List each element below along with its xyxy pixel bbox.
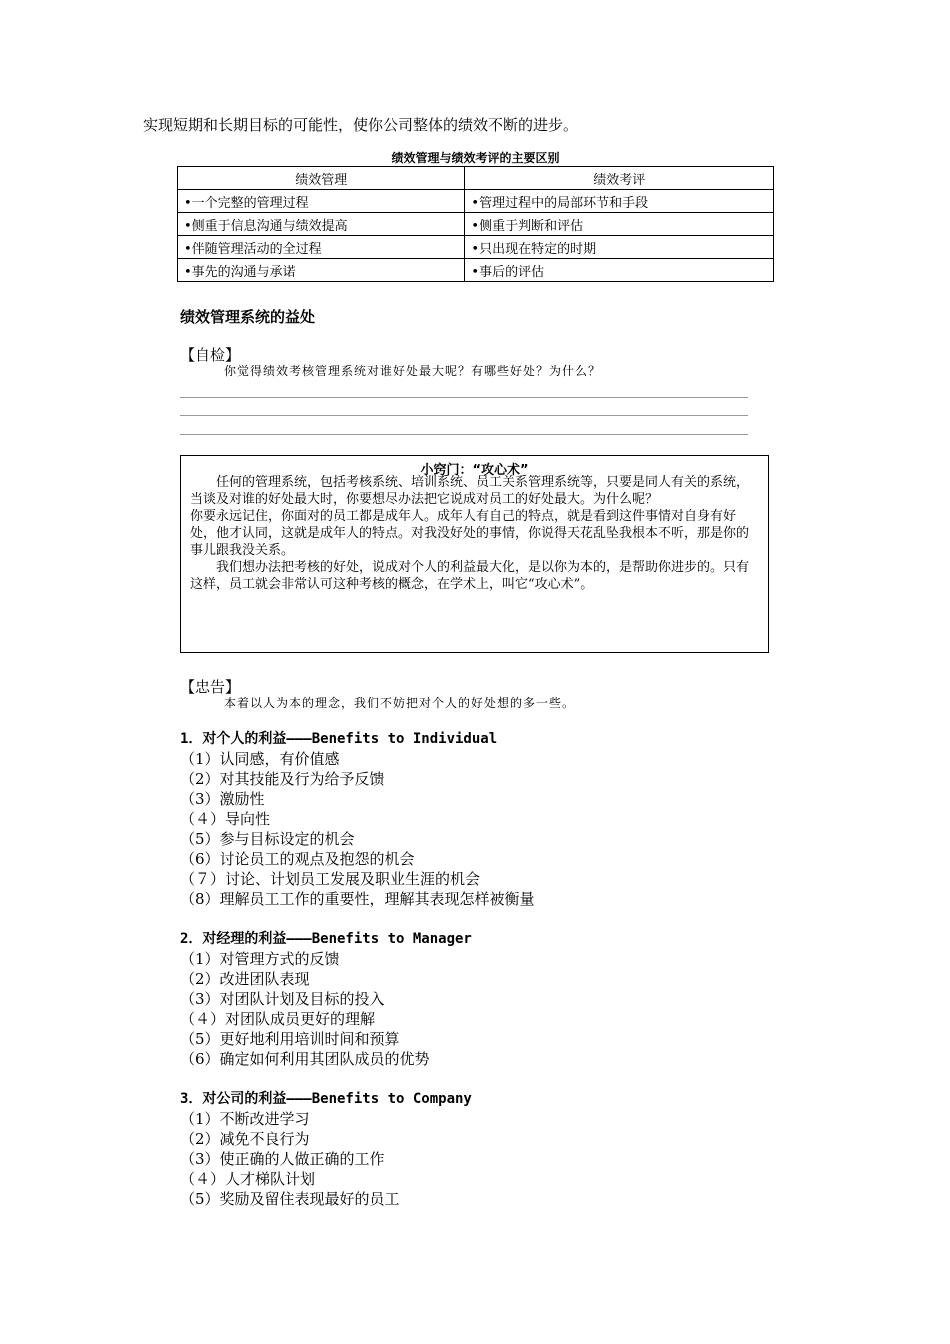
table-header-row — [178, 167, 774, 190]
list-item: （４）人才梯队计划 — [180, 1170, 316, 1188]
advice-text: 本着以人为本的理念，我们不妨把对个人的好处想的多一些。 — [224, 696, 576, 710]
tip-box — [180, 455, 769, 653]
table-row — [178, 236, 774, 259]
benefit-section-individual — [180, 729, 535, 909]
list-item: （1）对管理方式的反馈 — [180, 950, 340, 968]
list-item: （７）讨论、计划员工发展及职业生涯的机会 — [180, 870, 481, 888]
table-cell: •一个完整的管理过程 — [178, 190, 465, 213]
table-header-cell: 绩效管理 — [178, 167, 465, 190]
tip-paragraph: 你要永远记住，你面对的员工都是成年人。成年人有自己的特点，就是看到这件事情对自身有好处，他才认同，这就是成年人的特点。对我没好处的事情，你说得天花乱坠我根本不听，那是你的事儿跟我没关系。 — [190, 509, 750, 558]
table-row — [178, 190, 774, 213]
table-header-cell: 绩效考评 — [465, 167, 774, 190]
table-title: 绩效管理与绩效考评的主要区别 — [391, 151, 560, 165]
answer-line[interactable] — [180, 397, 748, 398]
list-item: （6）讨论员工的观点及抱怨的机会 — [180, 850, 415, 868]
table-cell: •伴随管理活动的全过程 — [178, 236, 465, 259]
list-item: （2）减免不良行为 — [180, 1130, 310, 1148]
table-cell: •事先的沟通与承诺 — [178, 259, 465, 282]
table-cell: •侧重于判断和评估 — [465, 213, 774, 236]
benefit-section-manager — [180, 929, 472, 1069]
table-cell: •事后的评估 — [465, 259, 774, 282]
table-cell: •管理过程中的局部环节和手段 — [465, 190, 774, 213]
list-item: （2）改进团队表现 — [180, 970, 310, 988]
section-heading: 2．对经理的利益———Benefits to Manager — [180, 931, 472, 947]
tip-paragraph: 我们想办法把考核的好处，说成对个人的利益最大化，是以你为本的，是帮助你进步的。只有这样，员工就会非常认可这种考核的概念，在学术上，叫它“攻心术”。 — [190, 560, 750, 592]
answer-line[interactable] — [180, 415, 748, 416]
tip-paragraph: 任何的管理系统，包括考核系统、培训系统、员工关系管理系统等，只要是同人有关的系统，当谈及对谁的好处最大时，你要想尽办法把它说成对员工的好处最大。为什么呢？ — [190, 475, 750, 507]
comparison-table — [177, 166, 774, 282]
self-check-question: 你觉得绩效考核管理系统对谁好处最大呢？有哪些好处？为什么？ — [224, 364, 602, 378]
list-item: （2）对其技能及行为给予反馈 — [180, 770, 385, 788]
advice-label: 【忠告】 — [180, 678, 241, 696]
list-item: （5）参与目标设定的机会 — [180, 830, 355, 848]
list-item: （1）认同感，有价值感 — [180, 750, 340, 768]
list-item: （5）奖励及留住表现最好的员工 — [180, 1190, 400, 1208]
benefits-heading: 绩效管理系统的益处 — [180, 308, 316, 326]
self-check-label: 【自检】 — [180, 346, 241, 364]
intro-paragraph: 实现短期和长期目标的可能性，使你公司整体的绩效不断的进步。 — [143, 116, 579, 134]
list-item: （４）导向性 — [180, 810, 271, 828]
list-item: （6）确定如何利用其团队成员的优势 — [180, 1050, 430, 1068]
list-item: （４）对团队成员更好的理解 — [180, 1010, 376, 1028]
tip-title: 小窍门：“攻心术” — [420, 463, 529, 478]
table-cell: •只出现在特定的时期 — [465, 236, 774, 259]
list-item: （1）不断改进学习 — [180, 1110, 310, 1128]
table-row — [178, 213, 774, 236]
section-heading: 1．对个人的利益———Benefits to Individual — [180, 731, 498, 747]
benefit-section-company — [180, 1089, 472, 1209]
list-item: （8）理解员工工作的重要性，理解其表现怎样被衡量 — [180, 890, 535, 908]
list-item: （3）使正确的人做正确的工作 — [180, 1150, 385, 1168]
tip-body — [190, 474, 761, 593]
list-item: （5）更好地利用培训时间和预算 — [180, 1030, 400, 1048]
section-heading: 3．对公司的利益———Benefits to Company — [180, 1091, 472, 1107]
table-row — [178, 259, 774, 282]
list-item: （3）激励性 — [180, 790, 265, 808]
list-item: （3）对团队计划及目标的投入 — [180, 990, 385, 1008]
answer-line[interactable] — [180, 434, 748, 435]
table-cell: •侧重于信息沟通与绩效提高 — [178, 213, 465, 236]
